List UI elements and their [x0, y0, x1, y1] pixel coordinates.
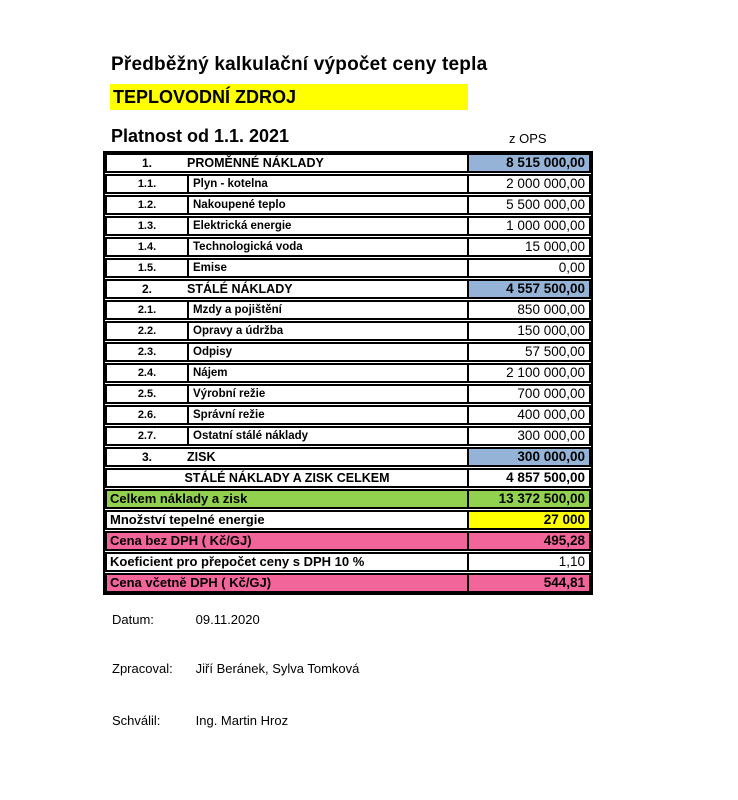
row-label: Výrobní režie: [193, 388, 266, 400]
row-label: ZISK: [187, 450, 216, 464]
row-number: 2.4.: [107, 365, 189, 381]
row-number: 2.7.: [107, 428, 189, 444]
row-label: Množství tepelné energie: [110, 512, 265, 527]
table-row: [105, 510, 591, 530]
row-label: Emise: [193, 262, 227, 274]
table-row: [105, 447, 591, 467]
prepared-by-value: Jiří Beránek, Sylva Tomková: [195, 661, 360, 676]
table-row: [105, 405, 591, 425]
table-row: [105, 342, 591, 362]
row-value: 13 372 500,00: [467, 491, 589, 507]
table-row: [105, 300, 591, 320]
row-number: 1.2.: [107, 197, 189, 213]
section-left-cell: [107, 155, 467, 171]
row-value: 15 000,00: [467, 239, 589, 255]
row-value: 4 557 500,00: [467, 281, 589, 297]
row-label: Cena bez DPH ( Kč/GJ): [110, 533, 252, 548]
table-row: [105, 216, 591, 236]
row-label: Cena včetně DPH ( Kč/GJ): [110, 575, 272, 590]
row-label: Koeficient pro přepočet ceny s DPH 10 %: [110, 554, 365, 569]
document-subtitle-highlight: TEPLOVODNÍ ZDROJ: [110, 84, 468, 110]
validity-label: Platnost od 1.1. 2021: [111, 126, 290, 146]
row-number: 1.: [141, 156, 152, 170]
row-value: 400 000,00: [467, 407, 589, 423]
row-value: 495,28: [467, 533, 589, 549]
row-value: 27 000: [467, 512, 589, 528]
approved-by-label: Schválil:: [112, 713, 161, 728]
row-value: 544,81: [467, 575, 589, 591]
row-label: Správní režie: [193, 409, 265, 421]
table-row: [105, 321, 591, 341]
row-label: Opravy a údržba: [193, 325, 284, 337]
row-label: Technologická voda: [193, 241, 303, 253]
document-title: Předběžný kalkulační výpočet ceny tepla: [111, 54, 488, 75]
row-label: Odpisy: [193, 346, 232, 358]
prepared-by-label: Zpracoval:: [112, 661, 173, 676]
row-number: 2.1.: [107, 302, 189, 318]
table-row: [105, 489, 591, 509]
calculation-table: [103, 151, 593, 595]
row-value: 1,10: [467, 554, 589, 570]
row-label: Celkem náklady a zisk: [110, 491, 248, 506]
row-label: Ostatní stálé náklady: [193, 430, 309, 442]
footer-approved-row: [112, 713, 288, 728]
row-label: Elektrická energie: [193, 220, 292, 232]
row-number: 1.3.: [107, 218, 189, 234]
row-label: Mzdy a pojištění: [193, 304, 282, 316]
table-row: [105, 363, 591, 383]
row-number: 1.1.: [107, 176, 189, 192]
table-row: [105, 279, 591, 299]
table-row: [105, 153, 591, 173]
row-label: Plyn - kotelna: [193, 178, 268, 190]
row-value: 700 000,00: [467, 386, 589, 402]
row-value: 2 100 000,00: [467, 365, 589, 381]
row-value: 0,00: [467, 260, 589, 276]
row-value: 2 000 000,00: [467, 176, 589, 192]
footer-prepared-row: [112, 661, 359, 676]
table-row: [105, 426, 591, 446]
row-value: 150 000,00: [467, 323, 589, 339]
section-left-cell: [107, 449, 467, 465]
row-number: 1.5.: [107, 260, 189, 276]
approved-by-value: Ing. Martin Hroz: [195, 713, 289, 728]
row-label: PROMĚNNÉ NÁKLADY: [187, 156, 324, 170]
footer-date-row: [112, 612, 260, 627]
table-row: [105, 384, 591, 404]
row-value: 850 000,00: [467, 302, 589, 318]
table-row: [105, 468, 591, 488]
row-number: 2.: [141, 282, 152, 296]
row-number: 2.5.: [107, 386, 189, 402]
table-row: [105, 195, 591, 215]
row-number: 2.3.: [107, 344, 189, 360]
row-number: 2.6.: [107, 407, 189, 423]
row-value: 300 000,00: [467, 449, 589, 465]
section-left-cell: [107, 281, 467, 297]
date-label: Datum:: [112, 612, 154, 627]
table-row: [105, 552, 591, 572]
value-column-note: z OPS: [509, 131, 547, 146]
row-value: 5 500 000,00: [467, 197, 589, 213]
row-label: STÁLÉ NÁKLADY A ZISK CELKEM: [184, 471, 390, 485]
row-value: 57 500,00: [467, 344, 589, 360]
table-row: [105, 573, 591, 593]
table-row: [105, 531, 591, 551]
row-number: 1.4.: [107, 239, 189, 255]
row-value: 1 000 000,00: [467, 218, 589, 234]
row-value: 300 000,00: [467, 428, 589, 444]
row-number: 2.2.: [107, 323, 189, 339]
table-row: [105, 258, 591, 278]
row-value: 4 857 500,00: [467, 470, 589, 486]
row-label: STÁLÉ NÁKLADY: [187, 282, 293, 296]
row-number: 3.: [141, 450, 152, 464]
date-value: 09.11.2020: [195, 612, 260, 627]
row-label: Nájem: [193, 367, 228, 379]
table-row: [105, 174, 591, 194]
row-label: Nakoupené teplo: [193, 199, 286, 211]
row-value: 8 515 000,00: [467, 155, 589, 171]
table-row: [105, 237, 591, 257]
